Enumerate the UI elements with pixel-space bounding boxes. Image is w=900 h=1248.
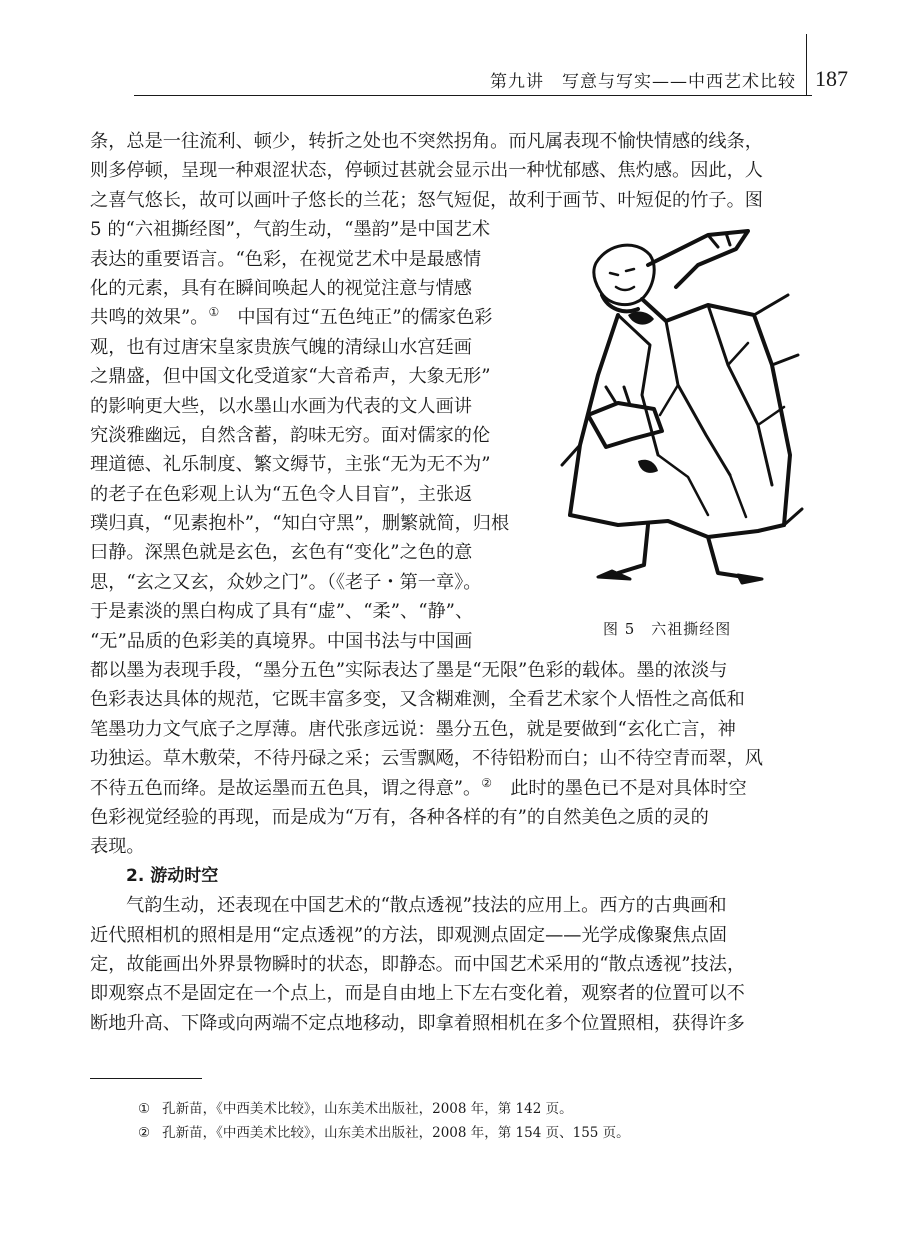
text-line: 化的元素，具有在瞬间唤起人的视觉注意与情感 [90, 277, 472, 299]
text-line: 5 的“六祖撕经图”，气韵生动，“墨韵”是中国艺术 [90, 219, 491, 241]
figure-ink-painting [558, 225, 804, 595]
text-line: 之喜气悠长，故可以画叶子悠长的兰花；怒气短促，故利于画节、叶短促的竹子。图 [90, 189, 763, 211]
text-line: 即观察点不是固定在一个点上，而是自由地上下左右变化着，观察者的位置可以不 [90, 983, 745, 1005]
text-line: 之鼎盛，但中国文化受道家“大音希声，大象无形” [90, 366, 491, 388]
text-line: 色彩表达具体的规范，它既丰富多变，又含糊难测，全看艺术家个人悟性之高低和 [90, 689, 745, 711]
footnote-divider [90, 1078, 202, 1079]
footnote-text: 孔新苗，《中西美术比较》，山东美术出版社，2008 年，第 154 页、155 页。 [162, 1125, 630, 1141]
chapter-title: 第九讲 写意与写实——中西艺术比较 [490, 71, 796, 92]
text-line: 的老子在色彩观上认为“五色令人目盲”，主张返 [90, 483, 473, 505]
text-segment: 不待五色而绛。是故运墨而五色具，谓之得意”。 [90, 777, 482, 799]
text-line: 思，“玄之又玄，众妙之门”。（《老子・第一章》。 [90, 571, 482, 593]
footnote-item [138, 1121, 630, 1145]
ink-figure-drawing [558, 225, 804, 595]
footnote-item [138, 1097, 630, 1121]
text-segment: 中国有过“五色纯正”的儒家色彩 [237, 307, 493, 329]
text-line: 气韵生动，还表现在中国艺术的“散点透视”技法的应用上。西方的古典画和 [126, 895, 727, 917]
text-line: 曰静。深黑色就是玄色，玄色有“变化”之色的意 [90, 542, 473, 564]
text-segment: 共鸣的效果”。 [90, 307, 209, 329]
footnote-text: 孔新苗，《中西美术比较》，山东美术出版社，2008 年，第 142 页。 [162, 1101, 573, 1117]
text-line: 于是素淡的黑白构成了具有“虚”、“柔”、“静”、 [90, 601, 474, 623]
text-line: 笔墨功力文气底子之厚薄。唐代张彦远说：墨分五色，就是要做到“玄化亡言，神 [90, 718, 736, 740]
footnotes [138, 1097, 630, 1145]
text-line: 功独运。草木敷荣，不待丹碌之采；云雪飘飏，不待铅粉而白；山不待空青而翠，风 [90, 748, 763, 770]
text-line: 的影响更大些，以水墨山水画为代表的文人画讲 [90, 395, 472, 417]
text-line: 究淡雅幽远，自然含蓄，韵味无穷。面对儒家的伦 [90, 424, 491, 446]
figure-caption: 图 5 六祖撕经图 [603, 620, 732, 638]
page-number: 187 [815, 66, 848, 91]
text-line: 则多停顿，呈现一种艰涩状态，停顿过甚就会显示出一种忧郁感、焦灼感。因此，人 [90, 160, 763, 182]
footnote-mark: ② [138, 1125, 151, 1141]
text-line [90, 303, 542, 332]
footnote-ref-2[interactable]: ② [481, 775, 493, 790]
text-line: 定，故能画出外界景物瞬时的状态，即静态。而中国艺术采用的“散点透视”技法， [90, 953, 746, 975]
footnote-ref-1[interactable]: ① [208, 305, 220, 320]
footnote-mark: ① [138, 1101, 151, 1117]
text-line: 表现。 [90, 836, 145, 858]
text-line [90, 774, 802, 803]
text-line: 近代照相机的照相是用“定点透视”的方法，即观测点固定——光学成像聚焦点固 [90, 924, 727, 946]
text-segment: 此时的墨色已不是对具体时空 [510, 777, 747, 799]
running-header [490, 62, 848, 96]
text-line: 都以墨为表现手段，“墨分五色”实际表达了墨是“无限”色彩的载体。墨的浓淡与 [90, 660, 728, 682]
text-line: 璞归真，“见素抱朴”，“知白守黑”，删繁就简，归根 [90, 513, 510, 535]
text-line: 观，也有过唐宋皇家贵族气魄的清绿山水宫廷画 [90, 336, 472, 358]
text-line: 表达的重要语言。“色彩，在视觉艺术中是最感情 [90, 248, 482, 270]
text-line: 色彩视觉经验的再现，而是成为“万有，各种各样的有”的自然美色之质的灵的 [90, 806, 709, 828]
text-line: “无”品质的色彩美的真境界。中国书法与中国画 [90, 630, 473, 652]
text-line: 断地升高、下降或向两端不定点地移动，即拿着照相机在多个位置照相，获得许多 [90, 1012, 745, 1034]
header-divider [806, 34, 807, 96]
header-rule-line [134, 95, 812, 96]
section-heading: 2. 游动时空 [126, 865, 219, 886]
text-line: 条，总是一往流利、顿少，转折之处也不突然拐角。而凡属表现不愉快情感的线条， [90, 131, 763, 152]
text-line: 理道德、礼乐制度、繁文缛节，主张“无为无不为” [90, 454, 491, 476]
